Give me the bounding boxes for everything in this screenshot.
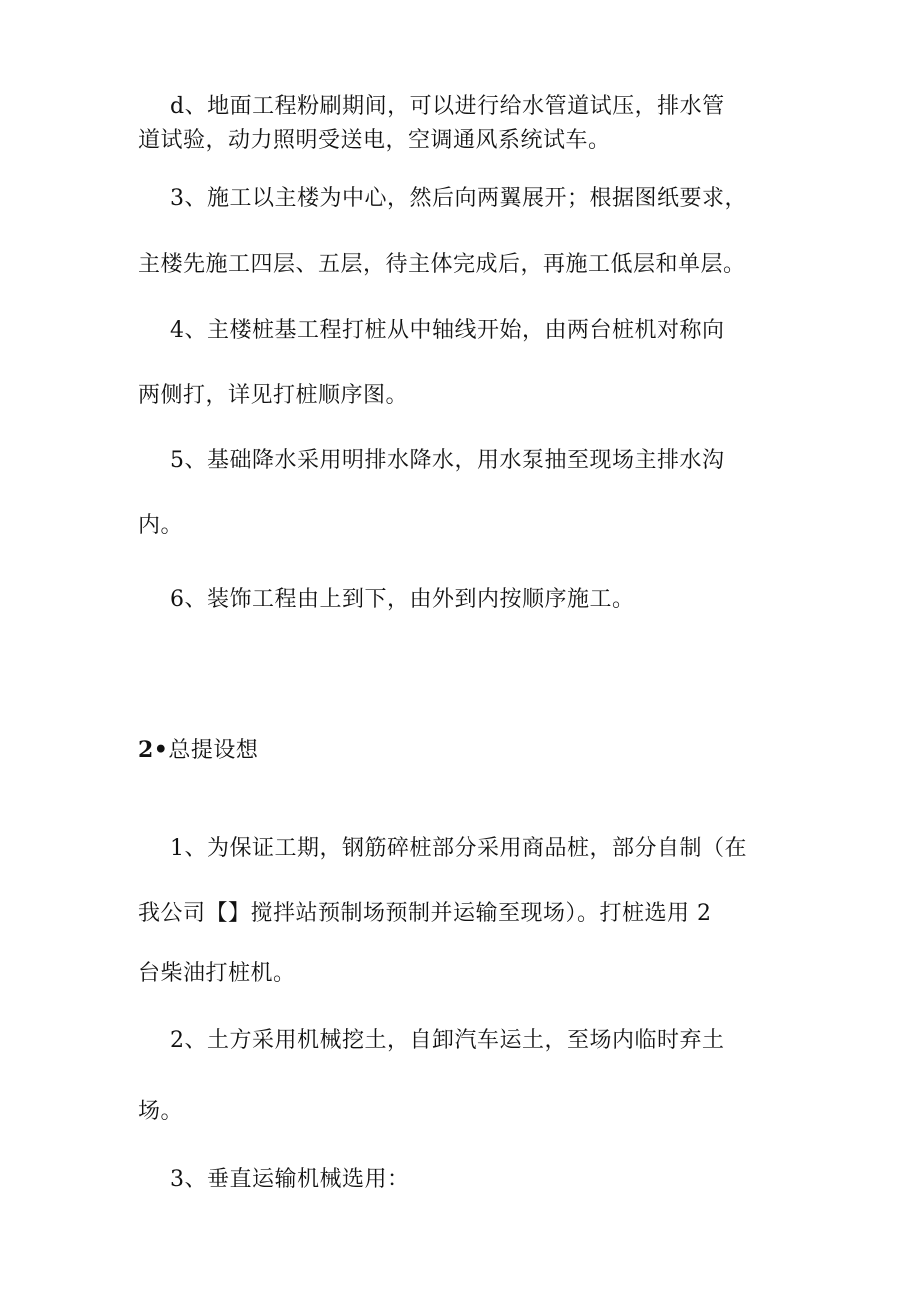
- paragraph-4-line-2: 两侧打，详见打桩顺序图。: [138, 383, 409, 408]
- paragraph-d-line-1: d、地面工程粉刷期间，可以进行给水管道试压，排水管: [170, 94, 725, 119]
- section-paragraph-1-line-3: 台柴油打桩机。: [138, 961, 296, 986]
- section-heading: [138, 735, 258, 766]
- section-paragraph-3-line-1: 3、垂直运输机械选用：: [170, 1167, 410, 1192]
- paragraph-3-line-1: 3、施工以主楼为中心，然后向两翼展开；根据图纸要求，: [170, 186, 747, 211]
- section-number: 2•: [138, 737, 169, 763]
- section-title: 总提设想: [168, 738, 259, 763]
- section-paragraph-2-line-2: 场。: [138, 1099, 184, 1124]
- section-paragraph-1-line-1: 1、为保证工期，钢筋碎桩部分采用商品桩，部分自制（在: [170, 836, 747, 861]
- paragraph-4-line-1: 4、主楼桩基工程打桩从中轴线开始，由两台桩机对称向: [170, 318, 725, 343]
- section-paragraph-2-line-1: 2、土方采用机械挖土，自卸汽车运土，至场内临时弃土: [170, 1028, 725, 1053]
- paragraph-5-line-2: 内。: [138, 513, 184, 538]
- paragraph-5-line-1: 5、基础降水采用明排水降水，用水泵抽至现场主排水沟: [170, 448, 725, 473]
- paragraph-d-line-2: 道试验，动力照明受送电，空调通风系统试车。: [138, 128, 611, 153]
- paragraph-6-line-1: 6、装饰工程由上到下，由外到内按顺序施工。: [170, 587, 635, 612]
- paragraph-3-line-2: 主楼先施工四层、五层，待主体完成后，再施工低层和单层。: [138, 252, 746, 277]
- section-paragraph-1-line-2: 我公司【】搅拌站预制场预制并运输至现场）。打桩选用 2: [138, 901, 712, 926]
